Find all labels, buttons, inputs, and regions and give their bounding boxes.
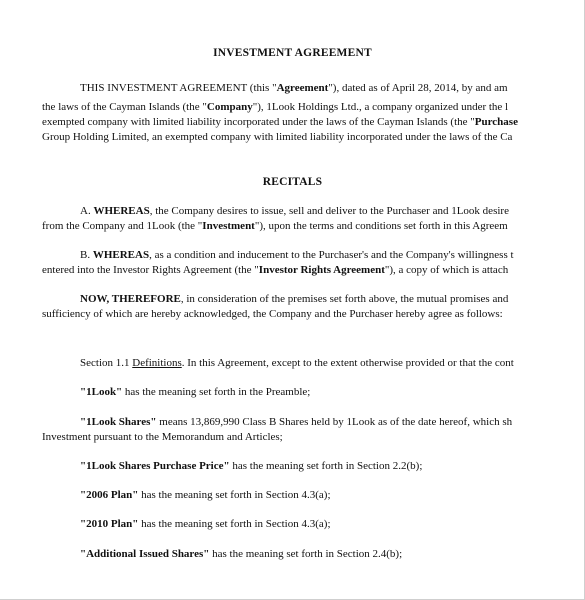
intro-line-2: the laws of the Cayman Islands (the "Company"), 1Look Holdings Ltd., a company organized under the l [42,101,509,113]
now-therefore-line-1: NOW, THEREFORE, in consideration of the premises set forth above, the mutual promises and [80,293,509,305]
section-1-1-line: Section 1.1 Definitions. In this Agreement, except to the extent otherwise provided or that the cont [80,357,514,369]
definition-2006-plan: "2006 Plan" has the meaning set forth in Section 4.3(a); [80,489,331,501]
definition-1look-shares: "1Look Shares" means 13,869,990 Class B Shares held by 1Look as of the date hereof, which sh [80,416,513,428]
recital-b-line-2: entered into the Investor Rights Agreement (the "Investor Rights Agreement"), a copy of which is attach [42,264,509,276]
definition-1look-shares-cont: Investment pursuant to the Memorandum and Articles; [42,431,283,443]
recital-a-line-2: from the Company and 1Look (the "Investment"), upon the terms and conditions set forth in this Agreem [42,220,508,232]
recital-b-line-1: B. WHEREAS, as a condition and inducement to the Purchaser's and the Company's willingness t [80,249,514,261]
definition-1look-shares-purchase-price: "1Look Shares Purchase Price" has the meaning set forth in Section 2.2(b); [80,460,423,472]
recitals-heading: RECITALS [262,176,323,188]
definition-1look: "1Look" has the meaning set forth in the Preamble; [80,386,311,398]
definition-additional-issued-shares: "Additional Issued Shares" has the meaning set forth in Section 2.4(b); [80,548,403,560]
definition-2010-plan: "2010 Plan" has the meaning set forth in Section 4.3(a); [80,518,331,530]
now-therefore-line-2: sufficiency of which are hereby acknowledged, the Company and the Purchaser hereby agree as follows: [42,308,503,320]
document-title: INVESTMENT AGREEMENT [213,47,372,59]
intro-line-1: THIS INVESTMENT AGREEMENT (this "Agreement"), dated as of April 28, 2014, by and am [80,82,508,94]
intro-line-4: Group Holding Limited, an exempted company with limited liability incorporated under the laws of the Ca [42,131,513,143]
recital-a-line-1: A. WHEREAS, the Company desires to issue, sell and deliver to the Purchaser and 1Look desire [80,205,509,217]
intro-line-3: exempted company with limited liability incorporated under the laws of the Cayman Islands (the "Purchase [42,116,518,128]
definitions-heading: Definitions [132,357,182,369]
